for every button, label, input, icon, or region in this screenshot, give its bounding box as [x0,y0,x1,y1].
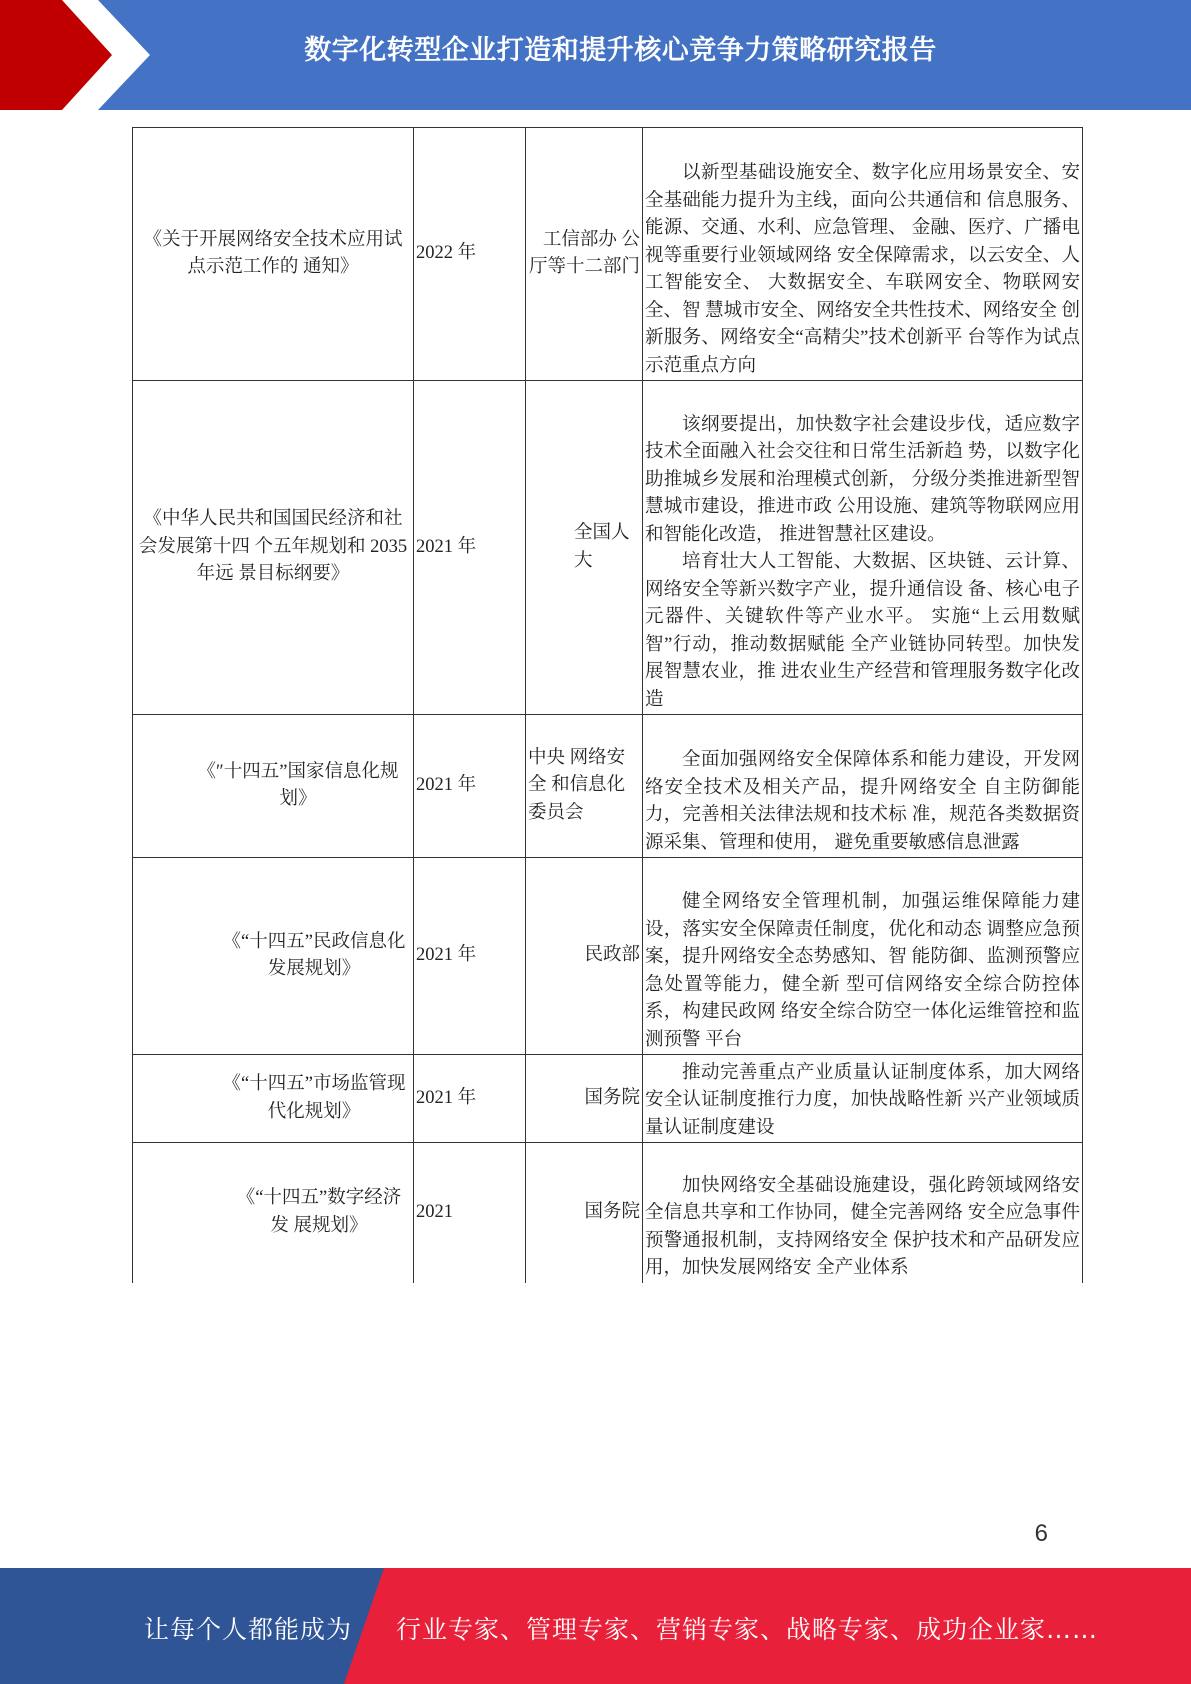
policy-content-cell [643,381,1083,715]
policy-year-cell: 2021 年 [414,858,526,1055]
table-row [133,381,1083,715]
policy-name-cell: 《关于开展网络安全技术应用试点示范工作的 通知》 [133,128,414,381]
content-paragraph: 培育壮大人工智能、大数据、区块链、云计算、网络安全等新兴数字产业，提升通信设 备、核心电子元器件、关键软件等产业水平。 实施“上云用数赋智”行动，推动数据赋能 全产业链协同转型。加快发展智慧农业，推 进农业生产经营和管理服务数字化改造 [645,552,1080,710]
policy-issuer-cell: 工信部办 公厅等十二部门 [526,128,643,381]
content-paragraph: 全面加强网络安全保障体系和能力建设，开发网络安全技术及相关产品，提升网络安全 自主防御能力，完善相关法律法规和技术标 准，规范各类数据资源采集、管理和使用， 避免重要敏感信息泄露 [645,750,1080,853]
page-number: 6 [1034,1520,1048,1547]
table-row [133,1143,1083,1283]
content-paragraph: 加快网络安全基础设施建设，强化跨领域网络安全信息共享和工作协同，健全完善网络 安全应急事件预警通报机制，支持网络安全 保护技术和产品研发应用，加快发展网络安 全产业体系 [645,1175,1080,1278]
policy-issuer-cell: 国务院 [526,1055,643,1143]
policy-table [132,127,1083,1283]
policy-year-cell: 2021 年 [414,1055,526,1143]
policy-name-cell: 《″十四五”国家信息化规划》 [133,715,414,858]
policy-name-cell: 《“十四五”民政信息化 发展规划》 [133,858,414,1055]
content-paragraph: 推动完善重点产业质量认证制度体系，加大网络安全认证制度推行力度，加快战略性新 兴产业领域质量认证制度建设 [645,1062,1080,1138]
policy-content-cell [643,715,1083,858]
table-row [133,715,1083,858]
report-title: 数字化转型企业打造和提升核心竞争力策略研究报告 [304,35,937,66]
policy-content-cell [643,1143,1083,1283]
policy-year-cell: 2022 年 [414,128,526,381]
table-row [133,858,1083,1055]
content-paragraph: 以新型基础设施安全、数字化应用场景安全、安全基础能力提升为主线，面向公共通信和 信息服务、能源、交通、水利、应急管理、 金融、医疗、广播电视等重要行业领域网络 安全保障需求，以云安全、人工智能安全、 大数据安全、车联网安全、物联网安全、智 慧城市安全、网络安全共性技术、网络安全 创新服务、网络安全“高精尖”技术创新平 台等作为试点示范重点方向 [645,163,1080,376]
content-paragraph: 健全网络安全管理机制，加强运维保障能力建设，落实安全保障责任制度，优化和动态 调整应急预案，提升网络安全态势感知、智 能防御、监测预警应急处置等能力，健全新 型可信网络安全综合防控体系，构建民政网 络安全综合防空一体化运维管控和监测预警 平台 [645,892,1080,1050]
footer-slogan-right: 行业专家、管理专家、营销专家、战略专家、成功企业家…… [396,1615,1099,1644]
header-arrow-decoration [0,0,160,110]
policy-year-cell: 2021 [414,1143,526,1283]
page-footer [0,1568,1191,1684]
policy-name-cell: 《中华人民共和国国民经济和社会发展第十四 个五年规划和 2035 年远 景目标纲要》 [133,381,414,715]
table-row [133,128,1083,381]
policy-content-cell [643,128,1083,381]
content-paragraph: 该纲要提出，加快数字社会建设步伐，适应数字技术全面融入社会交往和日常生活新趋 势，以数字化助推城乡发展和治理模式创新， 分级分类推进新型智慧城市建设，推进市政 公用设施、建筑等物联网应用和智能化改造， 推进智慧社区建设。 [645,414,1080,545]
page-header [0,0,1191,110]
policy-issuer-cell: 中央 网络安全 和信息化 委员会 [526,715,643,858]
policy-name-cell: 《“十四五”数字经济发 展规划》 [133,1143,414,1283]
policy-year-cell: 2021 年 [414,381,526,715]
policy-issuer-cell: 民政部 [526,858,643,1055]
policy-name-cell: 《“十四五”市场监管现 代化规划》 [133,1055,414,1143]
policy-issuer-cell: 全国人大 [526,381,643,715]
table-row [133,1055,1083,1143]
footer-slogan-left: 让每个人都能成为 [144,1615,353,1644]
policy-content-cell [643,858,1083,1055]
policy-year-cell: 2021 年 [414,715,526,858]
policy-issuer-cell: 国务院 [526,1143,643,1283]
policy-content-cell [643,1055,1083,1143]
